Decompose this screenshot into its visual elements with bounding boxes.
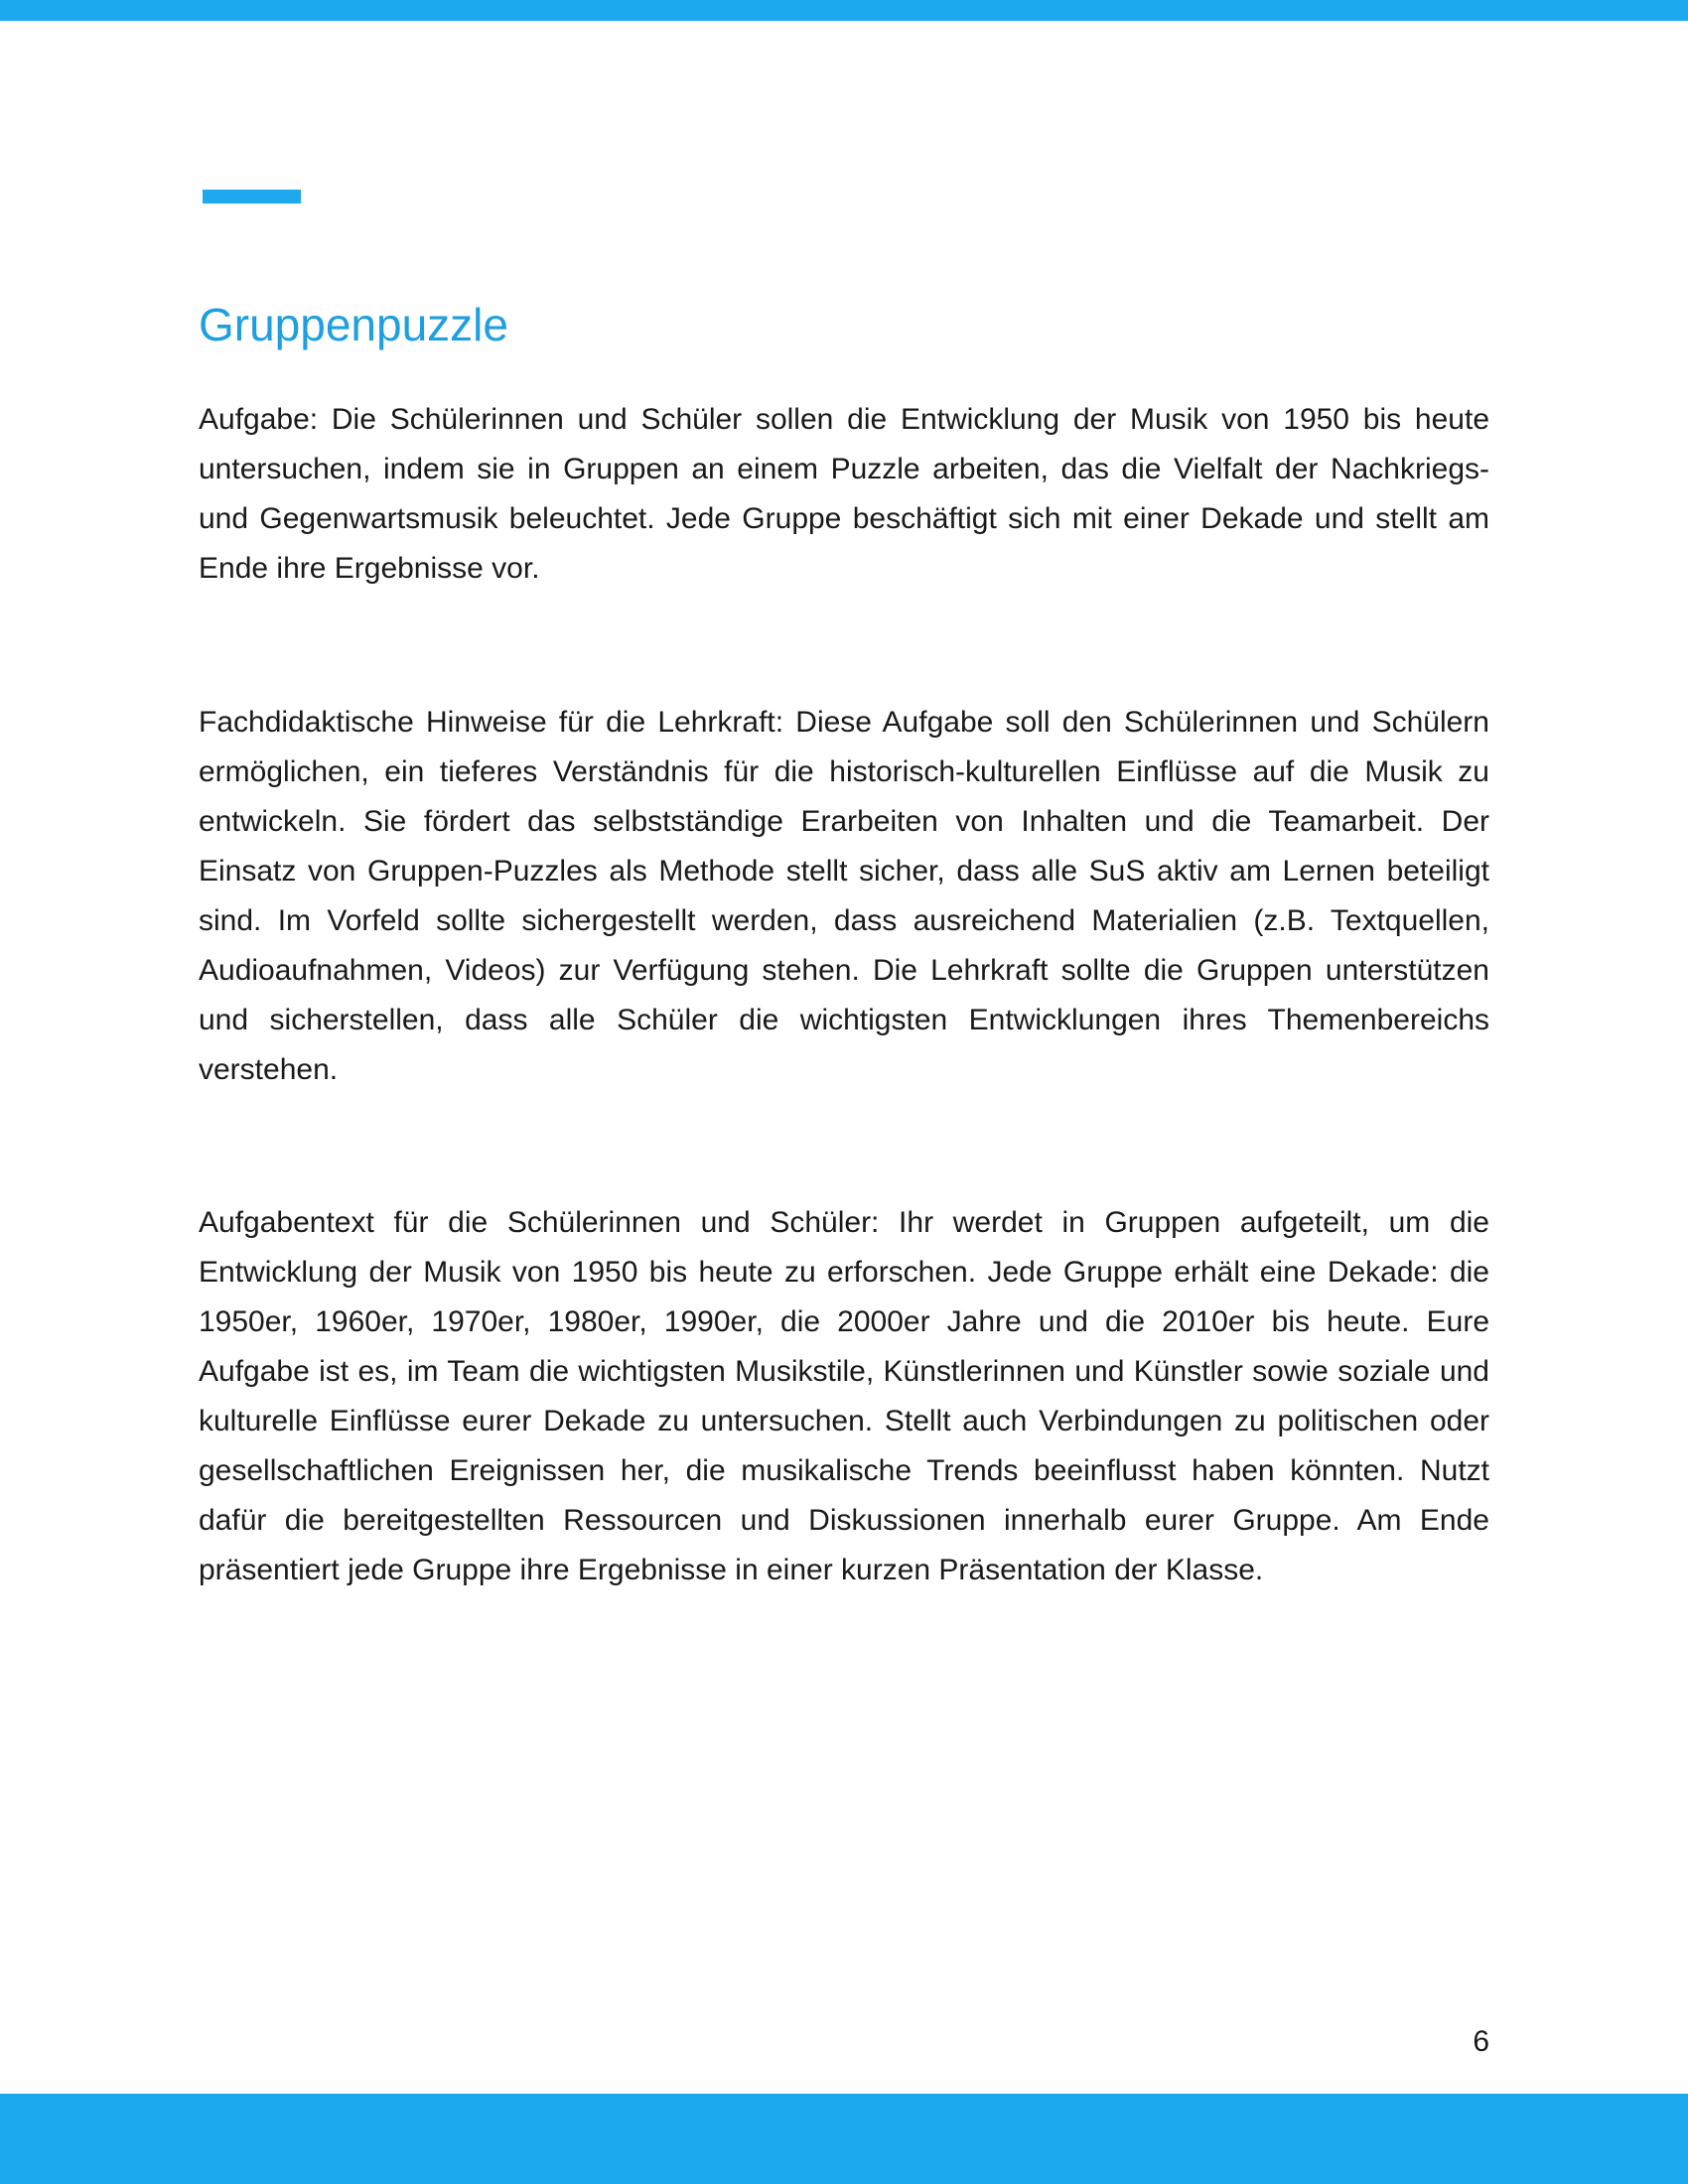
top-accent-bar [0,0,1688,21]
task-paragraph: Aufgabe: Die Schülerinnen und Schüler sollen die Entwicklung der Musik von 1950 bis heute untersuchen, indem sie in Gruppen an einem Puzzle arbeiten, das die Vielfalt der Nachkriegs- und Gegenwartsmusik beleuchtet. Jede Gruppe beschäftigt sich mit einer Dekade und stellt am Ende ihre Ergebnisse vor. [199,403,1489,585]
teacher-notes-paragraph: Fachdidaktische Hinweise für die Lehrkraft: Diese Aufgabe soll den Schülerinnen und Schülern ermöglichen, ein tieferes Verständnis für die historisch-kulturellen Einflüsse auf die Musik zu entwickeln. Sie fördert das selbstständige Erarbeiten von Inhalten und die Teamarbeit. Der Einsatz von Gruppen-Puzzles als Methode stellt sicher, dass alle SuS aktiv am Lernen beteiligt sind. Im Vorfeld sollte sichergestellt werden, dass ausreichend Materialien (z.B. Textquellen, Audioaufnahmen, Videos) zur Verfügung stehen. Die Lehrkraft sollte die Gruppen unterstützen und sicherstellen, dass alle Schüler die wichtigsten Entwicklungen ihres Themenbereichs verstehen. [199,706,1489,1086]
page-number: 6 [1473,2025,1489,2058]
bottom-accent-bar [0,2094,1688,2184]
heading-accent-mark [203,190,301,204]
page-title: Gruppenpuzzle [199,299,508,350]
student-task-paragraph: Aufgabentext für die Schülerinnen und Schüler: Ihr werdet in Gruppen aufgeteilt, um die Entwicklung der Musik von 1950 bis heute zu erforschen. Jede Gruppe erhält eine Dekade: die 1950er, 1960er, 1970er, 1980er, 1990er, die 2000er Jahre und die 2010er bis heute. Eure Aufgabe ist es, im Team die wichtigsten Musikstile, Künstlerinnen und Künstler sowie soziale und kulturelle Einflüsse eurer Dekade zu untersuchen. Stellt auch Verbindungen zu politischen oder gesellschaftlichen Ereignissen her, die musikalische Trends beeinflusst haben könnten. Nutzt dafür die bereitgestellten Ressourcen und Diskussionen innerhalb eurer Gruppe. Am Ende präsentiert jede Gruppe ihre Ergebnisse in einer kurzen Präsentation der Klasse. [199,1206,1489,1586]
